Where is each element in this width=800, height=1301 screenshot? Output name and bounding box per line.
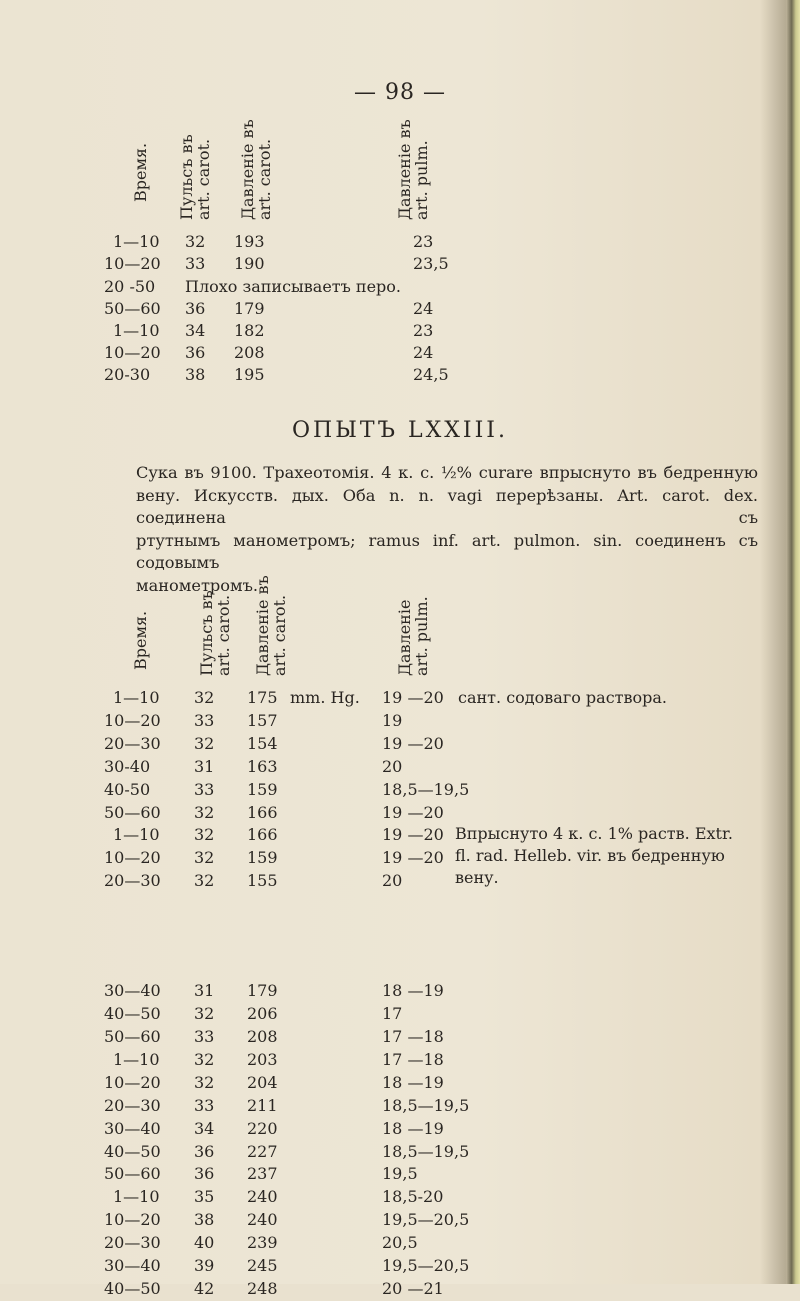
- cell-unit: mm. Hg.: [290, 688, 360, 707]
- cell-time: 1—10: [113, 825, 160, 845]
- cell-time: 10—20: [104, 343, 161, 362]
- cell-time: 40—50: [104, 1004, 161, 1024]
- table-row: [0, 1187, 800, 1209]
- injection-note-line: fl. rad. Helleb. vir. въ бедренную: [455, 846, 725, 865]
- table2-header-pressure: Давленіе въ art. carot.: [253, 575, 289, 676]
- cell-pressure: 175: [247, 688, 278, 707]
- cell-time: 1—10: [113, 688, 160, 707]
- table-row: [0, 734, 800, 756]
- cell-pressure: 220: [247, 1118, 278, 1138]
- cell-time: 40—50: [104, 1278, 161, 1298]
- cell-pulm: 24: [413, 299, 434, 318]
- table1-header-pressure: Давленіе въ art. carot.: [238, 119, 274, 220]
- cell-time: 30—40: [104, 981, 161, 1001]
- cell-time: 10—20: [104, 1210, 161, 1230]
- cell-pulm: 19 —20: [382, 688, 444, 707]
- cell-time: 40-50: [104, 779, 151, 799]
- cell-pressure: 195: [234, 365, 265, 384]
- cell-pulse: 34: [194, 1118, 215, 1138]
- cell-pulm: 19: [382, 710, 403, 730]
- cell-pulm: 17 —18: [382, 1049, 444, 1069]
- cell-time: 40—50: [104, 1141, 161, 1161]
- cell-pulse: 42: [194, 1278, 215, 1298]
- cell-pressure: 203: [247, 1049, 278, 1069]
- table-row: [0, 1050, 800, 1072]
- cell-pressure: 237: [247, 1164, 278, 1184]
- cell-pulse: 36: [194, 1164, 215, 1184]
- cell-pulm: 24: [413, 343, 434, 362]
- cell-pulse: 32: [185, 232, 206, 251]
- table1-header-pulse: Пульсъ въ art. carot.: [177, 134, 213, 220]
- cell-time: 50—60: [104, 299, 161, 318]
- cell-pulse: 32: [194, 688, 215, 707]
- cell-pulm: 19,5: [382, 1164, 418, 1184]
- cell-pulse: 33: [194, 779, 215, 799]
- table-row: [0, 1119, 800, 1141]
- table2-header-pulm: Давленіе art. pulm.: [395, 596, 431, 676]
- cell-time: 30-40: [104, 756, 151, 776]
- table-row: [0, 711, 800, 733]
- cell-pulm: 19 —20: [382, 733, 444, 753]
- table-row: [0, 277, 800, 299]
- cell-pressure: 157: [247, 710, 278, 730]
- table-row: [0, 1027, 800, 1049]
- cell-time: 50—60: [104, 1027, 161, 1046]
- cell-pressure: 227: [247, 1141, 278, 1161]
- cell-time: 1—10: [113, 1187, 160, 1207]
- cell-pressure: 206: [247, 1004, 278, 1024]
- cell-time: 30—40: [104, 1118, 161, 1138]
- cell-pressure: 166: [247, 825, 278, 845]
- cell-time: 20 -50: [104, 277, 156, 296]
- cell-time: 50—60: [104, 1164, 161, 1184]
- cell-pressure: 163: [247, 756, 278, 776]
- cell-pulm: 18,5-20: [382, 1187, 444, 1207]
- cell-pulse: 33: [185, 254, 206, 273]
- cell-pressure: 154: [247, 733, 278, 753]
- cell-pulse: 32: [194, 802, 215, 822]
- cell-pulm: 18,5—19,5: [382, 1141, 470, 1161]
- cell-pressure: 182: [234, 321, 265, 340]
- cell-pulse: 38: [185, 365, 206, 384]
- cell-pulse: 32: [194, 1004, 215, 1024]
- cell-pulse: 32: [194, 1049, 215, 1069]
- cell-pulse: 32: [194, 733, 215, 753]
- cell-pulse: 33: [194, 710, 215, 730]
- cell-pressure: 208: [247, 1027, 278, 1046]
- cell-pulm: 17 —18: [382, 1027, 444, 1046]
- injection-note-line: Впрыснуто 4 к. с. 1% раств. Extr.: [455, 824, 733, 843]
- table-row: [0, 232, 800, 254]
- cell-pressure: 179: [247, 981, 278, 1001]
- description-line: ртутнымъ манометромъ; ramus inf. art. pulmon. sin. соединенъ съ содовымъ: [136, 530, 758, 572]
- table-row: [0, 981, 800, 1003]
- cell-pulse: 36: [194, 1141, 215, 1161]
- cell-pulse: 32: [194, 871, 215, 891]
- cell-pressure: 166: [247, 802, 278, 822]
- cell-time: 30—40: [104, 1256, 161, 1275]
- cell-pulse: 32: [194, 1072, 215, 1092]
- cell-pulm: 19,5—20,5: [382, 1256, 470, 1275]
- cell-pulm: 18 —19: [382, 981, 444, 1001]
- cell-time: 10—20: [104, 254, 161, 273]
- description-line: вену. Искусств. дых. Оба n. n. vagi перерѣзаны. Art. carot. dex. соединена съ: [136, 485, 758, 527]
- cell-pulm: 23,5: [413, 254, 449, 273]
- cell-pressure: 211: [247, 1095, 278, 1115]
- table-row: [0, 1096, 800, 1118]
- cell-time: 20—30: [104, 1095, 161, 1115]
- cell-pressure: 159: [247, 779, 278, 799]
- table2-header-time: Время.: [131, 610, 150, 670]
- cell-pressure: 239: [247, 1233, 278, 1253]
- cell-pulm: 19 —20: [382, 848, 444, 868]
- cell-pulse: 38: [194, 1210, 215, 1230]
- cell-pulse: 35: [194, 1187, 215, 1207]
- cell-pulse: 39: [194, 1256, 215, 1275]
- cell-pulse: 40: [194, 1233, 215, 1253]
- cell-pulse: 33: [194, 1095, 215, 1115]
- table-row: [0, 321, 800, 343]
- cell-pressure: 248: [247, 1278, 278, 1298]
- cell-time: 20—30: [104, 871, 161, 891]
- table-row: [0, 803, 800, 825]
- cell-pulm: 18 —19: [382, 1118, 444, 1138]
- table-row: [0, 1279, 800, 1301]
- cell-time: 50—60: [104, 802, 161, 822]
- cell-pressure: 208: [234, 343, 265, 362]
- cell-pulm: 24,5: [413, 365, 449, 384]
- cell-time: 10—20: [104, 710, 161, 730]
- cell-pressure: 240: [247, 1187, 278, 1207]
- cell-pulm: 19 —20: [382, 825, 444, 845]
- table-row: [0, 688, 800, 710]
- cell-note: Плохо записываетъ перо.: [185, 277, 402, 296]
- cell-pulm: 19,5—20,5: [382, 1210, 470, 1230]
- table-row: [0, 1233, 800, 1255]
- cell-pulm: 18 —19: [382, 1072, 444, 1092]
- cell-time: 20-30: [104, 365, 151, 384]
- cell-pulse: 34: [185, 321, 206, 340]
- cell-pulse: 32: [194, 848, 215, 868]
- table-row: [0, 343, 800, 365]
- cell-time: 20—30: [104, 1233, 161, 1253]
- table-row: [0, 780, 800, 802]
- table-row: [0, 757, 800, 779]
- cell-pulm: 20 —21: [382, 1278, 444, 1298]
- cell-pulm-unit: сант. содоваго раствора.: [458, 688, 668, 707]
- cell-time: 10—20: [104, 848, 161, 868]
- cell-time: 1—10: [113, 1049, 160, 1069]
- cell-pulm: 17: [382, 1004, 403, 1024]
- table-row: [0, 1142, 800, 1164]
- table1-header-time: Время.: [131, 142, 150, 202]
- cell-time: 20—30: [104, 733, 161, 753]
- cell-pulm: 20: [382, 756, 403, 776]
- experiment-title: ОПЫТЪ LXXIII.: [291, 418, 508, 443]
- cell-pressure: 179: [234, 299, 265, 318]
- cell-pulm: 20,5: [382, 1233, 418, 1253]
- cell-pressure: 193: [234, 232, 265, 251]
- cell-pulse: 36: [185, 343, 206, 362]
- table-row: [0, 1164, 800, 1186]
- cell-pulse: 36: [185, 299, 206, 318]
- injection-note-line: вену.: [455, 868, 499, 887]
- table-row: [0, 1256, 800, 1278]
- table1-header-pulm: Давленіе въ art. pulm.: [395, 119, 431, 220]
- cell-pulm: 23: [413, 321, 434, 340]
- cell-pressure: 245: [247, 1256, 278, 1275]
- page-number: — 98 —: [354, 80, 446, 105]
- cell-pressure: 204: [247, 1072, 278, 1092]
- cell-pulm: 23: [413, 232, 434, 251]
- table-row: [0, 299, 800, 321]
- cell-time: 10—20: [104, 1072, 161, 1092]
- cell-pressure: 155: [247, 871, 278, 891]
- cell-pulse: 31: [194, 981, 215, 1001]
- table2-header-pulse: Пульсъ въ art. carot.: [197, 590, 233, 676]
- cell-pulm: 18,5—19,5: [382, 1095, 470, 1115]
- cell-pressure: 159: [247, 848, 278, 868]
- cell-pulse: 32: [194, 825, 215, 845]
- injection-note: [455, 823, 733, 889]
- cell-time: 1—10: [113, 232, 160, 251]
- description-line: Сука въ 9100. Трахеотомія. 4 к. с. ½% curare впрыснуто въ бедренную: [136, 463, 758, 482]
- table-row: [0, 1073, 800, 1095]
- experiment-description: [136, 462, 758, 597]
- cell-pulm: 19 —20: [382, 802, 444, 822]
- description-line: манометромъ.: [136, 575, 259, 595]
- table-row: [0, 365, 800, 387]
- cell-pulm: 20: [382, 871, 403, 891]
- cell-pulm: 18,5—19,5: [382, 779, 470, 799]
- table-row: [0, 1210, 800, 1232]
- table-row: [0, 1004, 800, 1026]
- table-row: [0, 254, 800, 276]
- cell-pressure: 240: [247, 1210, 278, 1230]
- cell-time: 1—10: [113, 321, 160, 340]
- cell-pulse: 31: [194, 756, 215, 776]
- cell-pulse: 33: [194, 1027, 215, 1046]
- cell-pressure: 190: [234, 254, 265, 273]
